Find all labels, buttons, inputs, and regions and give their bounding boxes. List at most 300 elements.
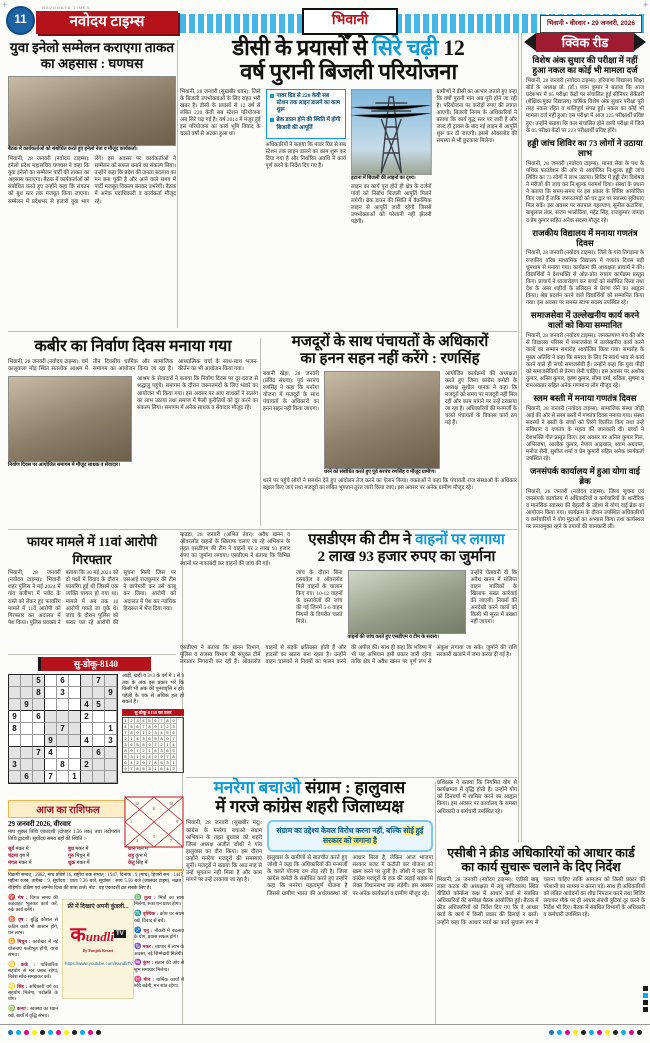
sudoku-cell[interactable] [69,675,81,687]
article-headline: फायर मामले में 11वां आरोपी गिरफ्तार [26,534,158,567]
article-majdur-panchayat [263,334,517,528]
color-dot [589,1030,594,1035]
sudoku-answer-cell: 7 [171,736,177,742]
zodiac-icon: ♒ [134,960,142,967]
registration-mark: + [2,0,8,10]
zodiac-sign: वृष : [18,918,28,924]
sudoku-cell[interactable] [9,747,21,759]
row-rule [8,654,176,655]
sudoku-cell[interactable] [9,699,21,711]
zodiac-item: ♏वृश्चिक : क्रोध पर संयम रखें, विवाद से बचें। [134,911,185,924]
sudoku-answer-cell: 4 [135,736,141,742]
kundli-tv-ad [62,899,134,999]
photo-block [348,570,466,641]
quickread-headline: स्लम बस्ती में मनाया गणतंत्र दिवस [533,393,637,404]
sudoku-cell[interactable]: 8 [33,687,45,699]
color-dot [613,1030,618,1035]
headline-highlight: सिरे चढ़ी [372,35,439,60]
sudoku-answer-cell: 6 [129,742,135,748]
sudoku-answer-cell: 3 [135,718,141,724]
sudoku-cell[interactable] [69,687,81,699]
sudoku-answer-cell: 6 [159,766,165,772]
quickread-banner: क्विक रीड [536,33,634,52]
planet-column: शनि मीन में राहु कुंभ में केतु सिंह में [128,847,149,866]
sudoku-cell[interactable] [33,723,45,735]
article-body-col3: धरने पर पहुंचे लोगों ने समर्थन देते हुए आंदोलन तेज करने का ऐलान किया। वक्ताओं ने कहा कि पंचायती राज संस्थाओं के अधिकार बहाल किए जाएं तथा मजदूरों का लंबित भुगतान तुरंत जारी किया जाए। इस अवसर पर अनेक ग्रामीण मौजूद रहे। [263,477,517,491]
zodiac-icon: ♎ [134,894,144,901]
section-banner: भिवानी [302,8,398,35]
sudoku-cell[interactable] [69,699,81,711]
lead-body-col2-text: अधिकारियों ने बताया कि पावर ग्रिड से सब स्टेशन तक लाइन डालने का काम शुरू कर दिया गया है और निर्धारित अवधि में कार्य पूर्ण करने के निर्देश दिए गए हैं। [265,141,346,170]
sudoku-answer-cell: 7 [123,730,129,736]
sudoku-answer-cell: 2 [129,718,135,724]
sudoku-cell[interactable] [105,675,117,687]
article-body-cols: हालुवास के ग्रामीणों से बातचीत करते हुए जोशी ने कहा कि अधिकारियों की मनमर्जी के चलते योजना दम तोड़ रही है। जिला कांग्रेस कमेटी के संबोधित करते हुए उन्होंने कहा कि मनरेगा महत्वपूर्ण योजना है जिससे ग्रामीण भारत की अर्थव्यवस्था को आधार मिला है, लेकिन आज भाजपा सरकार बजट में कटौती कर योजना को खत्म करने पर तुली है। जोशी ने कहा कि कांग्रेस मजदूरों के हक की लड़ाई सड़क से लेकर विधानसभा तक लड़ेगी। इस अवसर पर अनेक कार्यकर्ता व ग्रामीण मौजूद रहे। [267,854,433,897]
sudoku-cell[interactable]: 7 [33,747,45,759]
bullet-square-icon [270,94,274,98]
horoscope-date: 29 जनवरी 2026, वीरवार [8,820,71,828]
print-registration-strip [643,986,648,1012]
quickread-item [526,139,644,225]
svg-text:5: 5 [153,834,155,839]
zodiac-icon: ♓ [134,976,143,983]
sudoku-cell[interactable]: 3 [57,687,69,699]
sudoku-cell[interactable]: 8 [57,759,69,771]
sudoku-cell[interactable] [57,711,69,723]
sudoku-cell[interactable] [105,771,117,783]
article-body-right: उन्होंने चेतावनी दी कि अवैध खनन में संलिप्त वाहन मालिकों के खिलाफ सख्त कार्रवाई की जाएगी। नियमों की अनदेखी करने वालों को किसी भी सूरत में बख्शा नहीं जाएगा। [470,569,517,626]
sudoku-answer-cell: 9 [123,766,129,772]
sudoku-answer-cell: 8 [129,730,135,736]
sudoku-cell[interactable]: 6 [33,711,45,723]
headline-highlight: वाहनों पर लगाया [415,532,505,548]
article-body-bottom: एसडीएम ने बताया कि खनन विभाग, पुलिस व राजस्व विभाग की संयुक्त टीमें लगातार निगरानी कर रही हैं। ओवरलोड वाहनों से सड़कें क्षतिग्रस्त होती हैं और हादसों का खतरा बना रहता है। उन्होंने वाहन चालकों से नियमों का पालन करने की अपील की। साथ ही कहा कि भविष्य में भी यह अभियान इसी प्रकार जारी रहेगा ताकि क्षेत्र में अवैध खनन पर पूर्ण रूप से अंकुश लगाया जा सके। जुर्माने की राशि सरकारी खजाने में जमा करवा दी गई है। [180,644,517,665]
sudoku-answer-cell: 1 [147,748,153,754]
horoscope-tithi: माघ शुक्ल तिथि एकादशी (दोपहर 1.56 तक) तथा तदोपरांत तिथि द्वादशी। सूर्योदय समय ग्रहों की स्थिति :- [8,830,120,842]
svg-text:9: 9 [176,819,178,824]
sudoku-cell[interactable] [69,759,81,771]
color-dot [48,1030,53,1035]
sudoku-answer-cell: 3 [123,742,129,748]
sudoku-answer-cell: 3 [141,736,147,742]
lead-headline: डीसी के प्रयासों से सिरे चढ़ी 12 वर्ष पुरानी बिजली परियोजना [232,35,465,84]
quickread-column [521,33,644,842]
zodiac-column-left [8,895,58,1023]
sudoku-answer-cell: 7 [147,760,153,766]
article-body-col1: बवानी खेड़ा, 28 जनवरी (प्रविंद्र संधवा): पूर्व सरपंच रणसिंह ने कहा कि मनरेगा योजना में मजदूरों के साथ पंचायतों के अधिकारों का हनन सहन नहीं किया जाएगा। [263,370,319,413]
article-body: भिवानी, 28 जनवरी (नवोदय टाइम्स): भिवानी शहर पुलिस ने मई 2024 में गांव बजीणा में प्लॉट के रास्ते को लेकर हुए फायरिंग मामले में 11वें आरोपी को गिरफ्तार कर अदालत में पेश किया। पुलिस प्रवक्ता ने बताया कि 30 मई 2024 को दो पक्षों में विवाद के दौरान फायरिंग हुई थी जिसमें एक व्यक्ति घायल हो गया था। मामले में अब तक 10 आरोपी पकड़े जा चुके थे। जांच के दौरान पुलिस को फरार चल रहे आरोपी की सूचना मिली जिस पर एसआई राजकुमार की टीम ने छापेमारी कर उसे काबू कर लिया। आरोपी को अदालत में पेश कर न्यायिक हिरासत में भेज दिया गया। [8,570,176,626]
sudoku-answer-cell: 3 [159,748,165,754]
sudoku-cell[interactable] [21,747,33,759]
page-number-badge: 11 [6,6,35,35]
sudoku-cell[interactable]: 4 [45,747,57,759]
sudoku-answer-cell: 7 [135,748,141,754]
sudoku-answer-cell: 8 [165,718,171,724]
quickread-body: भिवानी, 28 जनवरी (नवोदय टाइम्स): जिले के गांव तिगड़ाना के राजकीय वरिष्ठ माध्यमिक विद्यालय में गणतंत्र दिवस बड़ी धूमधाम से मनाया गया। कार्यक्रम की अध्यक्षता प्राचार्य ने की। विद्यार्थियों ने देशभक्ति से ओत-प्रोत रंगारंग कार्यक्रम प्रस्तुत किए। प्राचार्य ने ध्वजारोहण कर बच्चों को संबोधित किया तथा देश के अमर शहीदों के बलिदान से प्रेरणा लेने का आह्वान किया। श्रेष्ठ प्रदर्शन करने वाले विद्यार्थियों को सम्मानित किया गया। इस अवसर पर समस्त स्टाफ सदस्य उपस्थित रहे। [526,250,644,307]
sudoku-cell[interactable] [93,687,105,699]
sudoku-answer-cell: 9 [129,748,135,754]
sudoku-answer-cell: 5 [129,724,135,730]
zodiac-icon: ♈ [8,894,17,901]
sudoku-answer-cell: 7 [141,724,147,730]
sudoku-cell[interactable] [21,759,33,771]
sudoku-cell[interactable] [45,699,57,711]
article-headline: मजदूरों के साथ पंचायतों के अधिकारों का हनन सहन नहीं करेंगे : रणसिंह [291,334,489,367]
lead-body-col4: ग्रामीणों ने डीसी का आभार जताते हुए कहा कि वर्षों पुरानी मांग अब पूरी होने जा रही है। परियोजना पर करोड़ों रुपए की लागत आएगी। बिजली निगम के अधिकारियों ने बताया कि कार्य युद्ध स्तर पर जारी है और जल्द ही ट्रायल के बाद नई लाइन से आपूर्ति शुरू कर दी जाएगी। इससे ओवरलोड की समस्या से भी छुटकारा मिलेगा। [436,88,517,145]
sudoku-cell[interactable] [9,675,21,687]
column-rule [177,40,178,328]
color-dot [64,1030,69,1035]
article-body: भिवानी, 28 जनवरी (नवोदय टाइम्स): एडीसी बाबू लाल कटक की अध्यक्षता में लघु सचिवालय स्थित वीडियो कॉन्फ्रेंस कक्ष में आधार कार्ड से संबंधित अधिकारियों की समीक्षा बैठक आयोजित हुई। बैठक में क्रीड अधिकारियों को निर्देश दिए गए कि वे आधार कार्ड के कार्य में किसी प्रकार की ढिलाई न बरतें। उन्होंने कहा कि आधार कार्ड का कार्य सुचारू रूप से चलना चाहिए ताकि आमजन को किसी प्रकार की परेशानी का सामना न करना पड़े। साथ ही अधिकारियों को लंबित आवेदनों का शीघ्र निपटान करने तथा शिविर लगाकर मौके पर ही आधार संबंधी त्रुटियां दूर करने के निर्देश भी दिए। बैठक में संबंधित विभागों के अधिकारी व कर्मचारी उपस्थित रहे। [437,876,645,926]
sudoku-answer-cell: 8 [147,724,153,730]
sudoku-cell[interactable]: 9 [105,687,117,699]
quickread-item [526,229,644,308]
sudoku-answer-cell: 5 [171,748,177,754]
sudoku-answer-cell: 8 [153,760,159,766]
photo-caption: धरने को संबोधित करते हुए पूर्व सरपंच रणसिंह व मौजूद ग्रामीण। [324,469,436,475]
photo-caption: निर्वाण दिवस पर आयोजित समागम में मौजूद साधक व सेवादार। [8,463,120,469]
sudoku-cell[interactable]: 5 [93,699,105,711]
color-dot [629,1030,634,1035]
quickread-item [526,56,644,135]
planet-column: सूर्य मकर में चंद्रमा वृष में मंगल मकर में [8,847,32,866]
svg-text:3: 3 [136,838,138,843]
color-dot [597,1030,602,1035]
sudoku-cell[interactable]: 2 [81,759,93,771]
sudoku-answer-cell: 1 [159,724,165,730]
sudoku-cell[interactable] [81,675,93,687]
sudoku-cell[interactable] [9,735,21,747]
sudoku-cell[interactable]: 7 [93,675,105,687]
sudoku-cell[interactable] [81,771,93,783]
sudoku-cell[interactable]: 4 [81,699,93,711]
sudoku-cell[interactable]: 2 [81,711,93,723]
sudoku-answer-cell: 5 [165,730,171,736]
color-dot [96,1030,101,1035]
quickread-item [526,394,644,463]
zodiac-sign: मकर : [142,945,154,951]
zodiac-sign: मिथुन : [17,940,31,946]
row-rule [8,529,517,530]
color-dot [16,1030,21,1035]
sudoku-answer-cell: 8 [171,754,177,760]
article-fire-arrest [8,532,176,652]
sudoku-cell[interactable] [45,687,57,699]
sudoku-answer-cell: 4 [171,742,177,748]
sudoku-answer-cell: 6 [153,718,159,724]
article-headline: एसीबी ने क्रीड अधिकारियों को आधार कार्ड का कार्य सुचारू चलाने के दिए निर्देश [447,846,635,875]
sudoku-answer-cell: 1 [171,760,177,766]
sudoku-cell[interactable] [33,771,45,783]
sudoku-cell[interactable]: 9 [45,735,57,747]
lead-body-col2 [266,89,347,227]
sudoku-cell[interactable] [21,675,33,687]
sudoku-answer-cell: 3 [165,760,171,766]
zodiac-item: ♊मिथुन : कारोबार में नई योजनाएं फलीभूत होंगी, यात्रा संभव। [8,939,58,958]
sudoku-answer-cell: 7 [165,754,171,760]
sudoku-answer-cell: 9 [147,742,153,748]
sudoku-cell[interactable] [33,735,45,747]
zodiac-item: ♑मकर : व्यापार में लाभ के अवसर, नई जिम्मेदारी मिलेगी। [134,944,184,957]
pull-quote: संग्राम का उद्देश्य केवल विरोध करना नहीं, बल्कि सोई हुई सरकार को जगाना है [267,820,433,852]
color-dot [24,1030,29,1035]
sudoku-cell[interactable] [69,735,81,747]
sudoku-answer-cell: 9 [159,754,165,760]
sudoku-cell[interactable] [45,711,57,723]
color-dot [80,1030,85,1035]
sudoku-cell[interactable] [21,723,33,735]
column-rule [260,338,261,526]
sudoku-answer-cell: 6 [123,760,129,766]
sudoku-cell[interactable] [69,723,81,735]
sudoku-cell[interactable] [81,723,93,735]
photo-kabir-gathering [8,376,132,462]
sudoku-answer-cell: 5 [153,736,159,742]
sudoku-answer-cell: 1 [123,718,129,724]
sudoku-answer-cell: 4 [159,730,165,736]
sudoku-cell[interactable] [93,711,105,723]
sudoku-cell[interactable]: 6 [57,675,69,687]
sudoku-answer-cell: 1 [135,754,141,760]
sudoku-cell[interactable] [33,699,45,711]
row-rule [8,331,517,332]
sudoku-answer-cell: 6 [135,724,141,730]
sudoku-cell[interactable] [105,759,117,771]
sudoku-cell[interactable] [93,735,105,747]
quickread-item [526,311,644,390]
quickread-headline: जनसंपर्क कार्यालय में हुआ योगा वाई ब्रेक [529,466,640,486]
zodiac-icon: ♊ [8,939,17,946]
sudoku-answer-cell: 4 [129,760,135,766]
sudoku-answer-cell: 4 [123,724,129,730]
sudoku-answer-cell: 4 [165,766,171,772]
color-dot [581,1030,586,1035]
sudoku-cell[interactable] [45,759,57,771]
article-body-side: आश्रम के सेवादारों ने बताया कि निर्वाण दिवस पर दूर-दराज से श्रद्धालु पहुंचे। समागम के दौरान जरूरतमंदों के लिए भंडारे का आयोजन भी किया गया। इस अवसर पर आए साधकों ने सत्संग का लाभ उठाया तथा समाज में फैली कुरीतियों को दूर करने का संकल्प लिया। समागम में अनेक साधक व सेवादार मौजूद रहे। [137,376,258,411]
highlight-box [266,89,347,139]
zodiac-sign: तुला : [144,895,156,901]
sudoku-cell[interactable]: 5 [33,675,45,687]
sudoku-cell[interactable] [105,711,117,723]
sudoku-answer-cell: 9 [171,718,177,724]
article-headline: कबीर का निर्वाण दिवस मनाया गया [34,338,232,355]
masthead-logo: नवोदय टाइम्स [36,11,178,34]
zodiac-icon: ♍ [8,1006,16,1013]
sudoku-cell[interactable]: 7 [57,723,69,735]
quickread-body: भिवानी, 28 जनवरी (नवोदय टाइम्स): सामाजिक संस्था जोड़ी आई की ओर से स्लम बस्ती में गणतंत्र दिवस मनाया गया। संस्था सदस्यों ने बस्ती के बच्चों को तिरंगे वितरित किए तथा उन्हें संविधान व गणतंत्र के महत्व की जानकारी दी। बच्चों ने देशभक्ति गीत प्रस्तुत किए। इस अवसर पर अनिल कुमार गिल, अभिलाषा, आलोक कुमार, नेपाल आढ़वाल, श्याम अग्रवाल, मनोज सैनी, सुशील शर्मा व प्रेम कुमारी सहित अनेक कार्यकर्ता उपस्थित रहे। [526,406,644,462]
sudoku-answer-cell: 7 [129,766,135,772]
color-dot [621,1030,626,1035]
sudoku-cell[interactable] [21,687,33,699]
sudoku-cell[interactable] [93,771,105,783]
lead-body-col3 [351,89,432,227]
sudoku-cell[interactable] [45,723,57,735]
photo-vehicle-check [348,570,466,634]
article-body-top: भिवानी, 28 जनवरी (नवोदय टाइम्स): घर्म कालूवाला मोड़ स्थित सतलोक आश्रम में तीन दिवसीय धार्मिक और सामाजिक समागम का आयोजन किया जा रहा है। आध्यात्मिक चर्चा के साथ-साथ भजन-कीर्तन का भी आयोजन किया गया। [8,359,258,373]
sudoku-answer-cell: 5 [123,754,129,760]
column-rule [518,33,519,843]
sudoku-cell[interactable] [33,759,45,771]
footer-rule [0,1024,650,1025]
zodiac-sign: वृश्चिक : [142,912,159,918]
color-dot [8,1030,13,1035]
zodiac-icon: ♏ [134,911,142,918]
zodiac-icon: ♉ [8,917,18,924]
zodiac-item: ♍कन्या : स्वास्थ्य का ध्यान रखें, खर्चों में वृद्धि संभव। [8,1006,58,1019]
zodiac-item: ♋कर्क : पारिवारिक सहयोग से मन प्रसन्न रहेगा, निवेश सोच-समझकर करें। [8,961,58,981]
horoscope-block [8,800,184,1026]
bullet-square-icon [270,118,274,122]
zodiac-item: ♐धनु : नौकरी में बदलाव के योग, प्रयास सफल होंगे। [134,927,184,941]
sudoku-sidebar [122,674,184,784]
sudoku-answer-cell: 2 [171,766,177,772]
sudoku-cell[interactable]: 4 [81,735,93,747]
sudoku-answer-cell: 2 [153,754,159,760]
sudoku-cell[interactable]: 1 [105,723,117,735]
color-dot [605,1030,610,1035]
sudoku-grid[interactable] [8,674,118,784]
sudoku-cell[interactable]: 3 [105,735,117,747]
svg-text:10: 10 [169,801,173,806]
sudoku-answer-cell: 8 [135,766,141,772]
sudoku-answer-cell: 5 [135,742,141,748]
kundli-chart [124,796,184,848]
sudoku-answer-cell: 9 [141,760,147,766]
sudoku-answer-cell: 2 [159,742,165,748]
article-sdm-jurmana [180,532,517,776]
article-kabir-nirvan-diwas [8,334,258,528]
almanac-text: विक्रमी सम्वत् : 2082, माघ प्रविष्टे 16, राष्ट्रीय शक सम्वत् : 1947, दिनांक : 9 (माघ), हिजरी सन : 1447, महीना रजब, तारीख : 9, सूर्योदय : प्रातः 7.26 बजे, सूर्यास्त : सायं 5.56 बजे (जालंधर टाइम), नक्षत्र : रोहिणी। दक्षिण एवं आग्नेय दिशा की यात्रा टालें। नोट : यह एकादशी व्रत सबके लिए है। [8,873,184,891]
sudoku-cell[interactable] [57,699,69,711]
quickread-body: भिवानी, 28 जनवरी (नवोदय टाइम्स): मानव सेवा के पथ के पथिक फाउंडेशन की ओर से आयोजित नि:शुल्क हड्डी जांच शिविर का 73 लोगों ने लाभ उठाया। शिविर में हड्डी रोग विशेषज्ञ ने मरीजों की जांच कर नि:शुल्क परामर्श दिया। संस्था के प्रधान ने बताया कि समय-समय पर इस प्रकार के शिविर आयोजित किए जाते हैं ताकि जरूरतमंदों को घर द्वार पर स्वास्थ्य सुविधाएं मिल सकें। इस अवसर पर सतपाल गहल्याण, सुनील कटारिया, बाबूलाल तंवर, संजय भालोठिया, महेंद्र सिंह, राजकुमार जांगड़ा व प्रेम कुमार सहित अनेक सदस्य मौजूद रहे। [526,160,644,224]
planet-positions [8,845,184,871]
article-headline: मनरेगा बचाओ संग्राम : हालुवास में गरजे कांग्रेस शहरी जिलाध्यक्ष [213,778,406,816]
zodiac-item: ♎तुला : मित्रों का साथ मिलेगा, रुका धन प्राप्त होगा। [134,894,184,908]
zodiac-item: ♓मीन : धार्मिक कार्यों में रुचि बढ़ेगी, मन शांत रहेगा। [134,976,184,990]
sudoku-answer-cell: 5 [147,718,153,724]
sudoku-cell[interactable] [57,747,69,759]
zodiac-sign: मीन : [143,977,154,983]
article-body-left: बाढड़ा, 28 जनवरी (अभित तंवर): अवैध खनन व ओवरलोड वाहनों के खिलाफ चलाए जा रहे अभियान के तहत एसडीएम की टीम ने वाहनों पर 2 लाख 93 हजार रुपए का जुर्माना लगाया। एसडीएम ने बताया कि विभिन्न स्थानों पर नाकाबंदी कर वाहनों की जांच की गई। [180,532,290,567]
sudoku-answer-cell: 8 [159,736,165,742]
sudoku-cell[interactable] [21,711,33,723]
sudoku-answer-cell: 2 [135,760,141,766]
zodiac-sign: मेष : [17,895,28,901]
sudoku-cell[interactable] [93,759,105,771]
sudoku-answer-cell: 9 [135,730,141,736]
sudoku-cell[interactable]: 1 [69,771,81,783]
ad-title: फ्री में दिखाएं अपनी कुंडली... [67,903,129,910]
zodiac-area [8,894,185,1019]
sudoku-cell[interactable] [69,747,81,759]
sudoku-cell[interactable] [57,735,69,747]
quickread-item [526,467,644,532]
sudoku-cell[interactable]: 6 [21,771,33,783]
quickread-headline: समाजसेवा में उल्लेखनीय कार्य करने वालों को किया सम्मानित [530,310,640,331]
sudoku-answer-cell: 3 [129,754,135,760]
article-headline: युवा इनेलो सम्मेलन कराएगा ताकत का अहसास : घणघस [9,40,175,71]
quickread-body: भिवानी, 28 जनवरी (नवोदय टाइम्स): जनकल्याण मंच की ओर से विद्यालय परिसर में समाजसेवा में उल्लेखनीय कार्य करने वालों का सम्मान समारोह आयोजित किया गया। समारोह के मुख्य अतिथि ने कहा कि समाज के लिए नि:स्वार्थ भाव से कार्य करने वाले ही सच्चे समाजसेवी हैं। उन्होंने कहा कि युवा पीढ़ी को समाजसेवियों से प्रेरणा लेनी चाहिए। इस अवसर पर अशोक कुमार, अनिल कुमार, कृष्ण कुमार, सीमा वर्मा, सविता, सुषमा व रामअवतार सहित अनेक गणमान्य लोग मौजूद रहे। [526,333,644,389]
sudoku-answer-cell: 1 [153,766,159,772]
zodiac-sign: सिंह : [17,984,28,990]
sudoku-cell[interactable]: 9 [9,711,21,723]
sudoku-answer-cell: 2 [141,748,147,754]
sudoku-cell[interactable]: 7 [45,771,57,783]
sudoku-title: सु-डोकू-8140 [41,657,151,671]
sudoku-answer-label: सु-डोकू-8139 का उत्तर [122,709,184,717]
sudoku-answer-cell: 1 [141,730,147,736]
sudoku-answer-cell: 2 [165,724,171,730]
quickread-headline: विशेष अंक सुधार की परीक्षा में नहीं हुआ नकल का कोई भी मामला दर्ज [532,55,638,75]
article-body-mid: जांच के दौरान बिना दस्तावेज व ओवरलोड मिले वाहनों के चालान किए गए। 10-12 वाहनों के दस्तावेजों की जांच की गई जिनमें 5-6 वाहन नियमों के विपरीत चलते मिले। [296,569,343,626]
article-acb-aadhaar [437,846,645,1024]
sudoku-cell[interactable] [21,735,33,747]
sudoku-cell[interactable] [9,771,21,783]
planet-column: बुध मकर में गुरु मिथुन में शुक्र मकर में [68,847,90,866]
sudoku-cell[interactable] [69,711,81,723]
sudoku-cell[interactable] [81,687,93,699]
article-body-col2: आयोजित कार्यक्रमों की अध्यक्षता करते हुए जिला कांग्रेस कमेटी के अध्यक्ष सुशील थानक ने कहा कि मजदूरों को समय पर मजदूरी नहीं मिल रही और काम मांगने पर उन्हें टरकाया जा रहा है। अधिकारियों की मनमर्जी के चलते पंचायतों के विकास कार्य ठप पड़े हैं। [445,370,517,427]
column-rule [435,782,436,1024]
zodiac-icon: ♐ [134,927,143,934]
sudoku-cell[interactable]: 9 [21,699,33,711]
sudoku-answer-cell: 3 [171,724,177,730]
sudoku-answer-cell: 6 [171,730,177,736]
photo-caption: बैठक में कार्यकर्ताओं को संबोधित करते हुए इनेलो नेता व मौजूद कार्यकर्ता। [8,146,138,152]
sudoku-cell[interactable]: 3 [9,759,21,771]
sudoku-answer-cell: 7 [159,718,165,724]
sudoku-answer-cell: 8 [123,748,129,754]
print-color-dots-left [8,1030,101,1035]
sudoku-cell[interactable] [81,747,93,759]
quickread-headline: राजकीय विद्यालय में मनाया गणतंत्र दिवस [532,227,638,248]
zodiac-sign: कुंभ : [142,961,154,967]
photo-block [324,371,440,476]
print-color-dots-right [549,1030,642,1035]
sudoku-cell[interactable] [57,771,69,783]
zodiac-item: ♈मेष : विगत समय की कड़वाहट भूलकर कार्य करें, रुके कार्य बनेंगे। [8,894,58,914]
sudoku-answer-cell: 4 [141,718,147,724]
article-body: भिवानी, 28 जनवरी (नवोदय टाइम्स): इनेलो प्रदेश महासचिव घणघस ने कहा कि युवा इनेलो का सम्मेलन पार्टी की ताकत का अहसास कराएगा। बैठक में कार्यकर्ताओं को संबोधित करते हुए उन्होंने कहा कि संगठन को बूथ स्तर तक मजबूत किया जाएगा। सम्मेलन में प्रदेशभर से हजारों युवा भाग लेंगे। इस अवसर पर कार्यकर्ताओं ने सम्मेलन को सफल बनाने का संकल्प लिया। उन्होंने कहा कि प्रदेश की जनता बदलाव का मन बना चुकी है और आने वाले समय में पार्टी मजबूत विकल्प बनकर उभरेगी। बैठक में अनेक पदाधिकारी व कार्यकर्ता मौजूद रहे। [8,155,176,205]
svg-text:11: 11 [152,806,156,811]
headline-highlight: मनरेगा बचाओ [213,778,301,797]
article-mnrega-sangram [186,779,433,1026]
sudoku-cell[interactable]: 6 [93,747,105,759]
color-dot [56,1030,61,1035]
color-dot [32,1030,37,1035]
color-dot [565,1030,570,1035]
zodiac-icon: ♋ [8,961,20,968]
color-dot [549,1030,554,1035]
ad-youtube-link[interactable]: https://www.youtube.com/KundliTV [65,960,133,966]
edition-dateline: भिवानी • वीरवार • 29 जनवरी, 2026 [540,15,642,33]
sudoku-answer-cell: 5 [159,760,165,766]
photo-dharna-crowd [324,371,440,469]
sudoku-cell[interactable] [93,723,105,735]
sudoku-cell[interactable] [45,675,57,687]
sudoku-cell[interactable]: 8 [9,723,21,735]
color-dot [637,1030,642,1035]
sudoku-cell[interactable] [9,687,21,699]
highlight-bullet: पावर ग्रिड से 220 केवी सब स्टेशन तक लाइन डालने का काम शुरू [270,93,343,115]
sudoku-answer-cell: 1 [129,736,135,742]
article-inelo-sammelan [8,40,176,330]
sudoku-answer-cell: 3 [147,766,153,772]
sudoku-cell[interactable] [105,747,117,759]
sudoku-cell[interactable] [105,699,117,711]
quickread-body: भिवानी, 28 जनवरी (नवोदय टाइम्स): हरियाणा विद्यालय शिक्षा बोर्ड के अध्यक्ष प्रो. (डॉ.) पवन कुमार ने बताया कि आज प्रदेशभर में 05 परीक्षा केंद्रों पर संचालित हुई सीनियर सेकेंडरी (शैक्षिक/मुक्त विद्यालय) वार्षिक विशेष अंक सुधार परीक्षा पूरी तरह नकल रहित व शांतिपूर्ण संपन्न हुई। नकल का कोई भी मामला दर्ज नहीं हुआ। इस परीक्षा में आज 325 परीक्षार्थी प्रविष्ट हुए। उन्होंने बताया कि कल संचालित होने वाली परीक्षा में जिले के 05 परीक्षा केंद्रों पर 223 परीक्षार्थी प्रविष्ट होंगे। [526,77,644,134]
lead-body-col1: भिवानी, 28 जनवरी (सुखबीर धवन): जिले के बिजली उपभोक्ताओं के लिए राहत भरी खबर है। डीसी के प्रयासों से 12 वर्ष से लंबित 220 केवी सब स्टेशन परियोजना अब सिरे चढ़ गई है। वर्ष 2014 में मंजूर हुई इस परियोजना का कार्य भूमि विवाद के चलते वर्षों से अटका हुआ था। [180,88,261,138]
